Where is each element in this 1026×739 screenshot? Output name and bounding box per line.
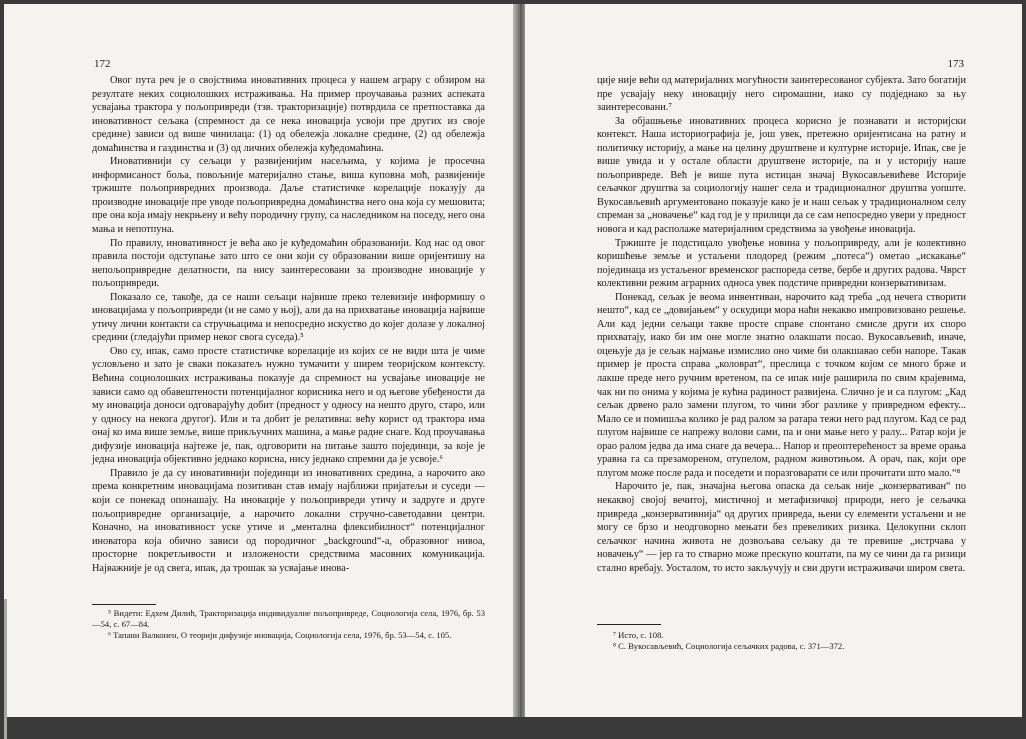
paragraph: Иновативнији су сељаци у развијенијим насељима, у којима је просечна информисаност боља, повољније материјално стање, виша куповна моћ, развијеније тржиште пољопривредних производа. Даље статистичке корелације показују да производне иновације пре уводе пољопривредна домаћинства него она која су мешовита; пре она која имају некрњену и већу породичну групу, са наследником на поседу, него она мања и непотпуна. xyxy=(92,156,485,236)
page-number: 173 xyxy=(947,58,964,70)
paragraph: По правилу, иновативност је већа ако је куђедомаћин образованији. Код нас од овог правила постоји одступање зато што се они који су образовании више оријентишу на непољопривредне делатности, па нису заинтересовани за производне иновације у пољопривреди. xyxy=(92,237,485,290)
footnotes xyxy=(597,630,966,652)
page-number: 172 xyxy=(94,58,111,70)
footnote: ⁵ Видети: Едхем Дилић, Тракторизација индивидуалне пољопривреде, Социологија села, 1976, бр. 53—54, с. 67—84. xyxy=(92,608,485,630)
footnote-separator xyxy=(597,624,661,625)
paragraph: Понекад, сељак је веома инвентиван, нарочито кад треба „од нечега створити нешто“, кад се „довијањем“ у оскудици мора наћи некакво импровизовано решење. Али кад једни сељаци такве просте справе спонтано смисле други их споро прихватају, иако би им оне могле знатно олакшати посао. Вукосављевић, иначе, оцењује да је сељак најмање измислио оно чиме би олакшавао себи напоре. Такав пример је проста справа „коловрат“, преслица с точком којом се много брже и лакше преде него ручним вретеном, па се ипак није раширила по свим крајевима, чак ни по онима у којима је кућна радиност развијена. Слично је и са плугом: „Кад сељак дрвено рало замени плугом, то чини због разлике у привредном ефекту... Мало се и помишља колико је рад ралом за ратара тежи него рад плугом. Кад се рад плугом највише се напрежу волови сами, па и они мање него у ралу... Ратар који је орао ралом једва да има снаге да вечера... Напор и преоптерећеност за време орања уравна га са презамореном, отупелом, радном животињом. А орач, пак, који оре плугом може после рада и поседети и поразговарати се или прочитати што мало.“⁸ xyxy=(597,291,966,479)
paragraph: ције није већи од материјалних могућности заинтересованог субјекта. Зато богатији пре усвајају неку иновацију него сиромашни, иако су подједнако за њу заинтересовани.⁷ xyxy=(597,75,966,114)
left-page xyxy=(4,4,517,717)
right-page xyxy=(525,4,1022,717)
footnote: ⁶ Тапани Валконен, О теорији дифузије иновација, Социологија села, 1976, бр. 53—54, с. 105. xyxy=(108,630,452,641)
paragraph: За објашњење иновативних процеса корисно је познавати и историјски контекст. Наша историографија је, још увек, претежно оријентисана на ратну и политичку историју, а мање на целину друштвене и културне историје. Ипак, све је више увида и у остале области друштвене историје, па и у историју наше пољопривреде. Већ је више пута истицан значај Вукосављевићеве Историје сељачког друштва за социологију нашег села и традиционалног друштва уопште. Вукосављевић аргументовано показује како је и наш сељак у традиционалном селу спреман за „новачење“ кад год је у прилици да се сам непосредно увери у предност новога и кад располаже материјалним средствима за увођење иновација. xyxy=(597,115,966,236)
paragraph: Овог пута реч је о својствима иновативних процеса у нашем аграру с обзиром на резултате неких социолошких истраживања. На пример проучавања разних аспеката усвајања трактора у пољопривреди (тзв. тракторизације) потврдила се претпоставка да иновативност сељака (спремност да се нека иновација усвоји пре других из своје средине) зависи од више чинилаца: (1) од обележја локалне средине, (2) од обележја домаћинства и газдинства и (3) од личних обележја куђедомаћина. xyxy=(92,75,485,154)
paragraph: Правило је да су иновативнији појединци из иновативних средина, а нарочито ако према конкретним иновацијама позитиван став имају најближи пријатељи и суседи — који се понекад опонашају. На иновације у пољопривреди утичу и задруге и друге пољопривредне организације, а нарочито локални стручно-саветодавни центри. Коначно, на иновативност уске утиче и „ментална флексибилност“ потенцијалног иноватора која обично зависи од породичног „background“-а, образовног нивоа, просторне покретљивости и изложености средствима масовних комуникација. Најважније је од свега, ипак, да трошак за усвајање инова- xyxy=(92,467,485,574)
binding-strip xyxy=(4,599,7,739)
page-body xyxy=(92,74,485,575)
paragraph: Показало се, такође, да се наши сељаци највише преко телевизије информишу о иновацијама у пољопривреди (и не само у њој), али да на прихватање иновација највише утичу лични контакти са стручњацима и непосредно искуство до којег долазе у локалној средини (гледајући пример неког свога суседа).⁵ xyxy=(92,291,485,344)
paragraph: Нарочито је, пак, значајна његова опаска да сељак није „конзервативан“ по некаквој својој вечитој, мистичној и метафизичкој природи, него је сељачка привреда „конзервативнија“ од других привреда, њени су елементи устаљени и не могу се брзо и неодговорно мењати без превеликих ризика. Целокупни склоп сељачког начина живота не дозвољава сељаку да те превише „истрчава у новачењу“ — јер га то стварно може прескупо коштати, па му се чини да га ризици стално вребају. Уосталом, то исто закључују и сви други истраживачи широм света. xyxy=(597,481,966,574)
footnote: ⁷ Исто, с. 108. xyxy=(613,630,664,640)
footnotes xyxy=(92,608,485,642)
footnote-separator xyxy=(92,604,156,605)
footnote: ⁸ С. Вукосављевић, Социологија сељачких радова, с. 371—372. xyxy=(613,641,845,652)
paragraph: Тржиште је подстицало увођење новина у пољопривреду, али је колективно коришћење земље и устаљени плодоред (режим „потеса“) ометао „искакање“ појединаца из устаљеног временског распореда сетве, бербе и других радова. Чврст колективни режим аграрних односа увек подстиче привредни конзервативизам. xyxy=(597,237,966,290)
page-body xyxy=(597,74,966,575)
paragraph: Ово су, ипак, само просте статистичке корелације из којих се не види шта је чиме условљено и зато је сваки показатељ нужно тумачити у ширем теоријском контексту. Већина социолошких истраживања показује да спремност на усвајање иновације не зависи само од обавештености потенцијалног корисника него и од његове убеђености да му иновација доноси одговарајућу добит (предност у односу на нешто друго, старо, или у односу на некога другог). Или и та добит је релативна: већу корист од трактора има онај ко има више земље, више прикључних машина, а мање радне снаге. Код проучавања дифузије иновација најтеже је, пак, одговорити на питање зашто појединци, за које је једна иновација објективно једнако корисна, нису једнако спремни да је усвоје.⁶ xyxy=(92,345,485,466)
